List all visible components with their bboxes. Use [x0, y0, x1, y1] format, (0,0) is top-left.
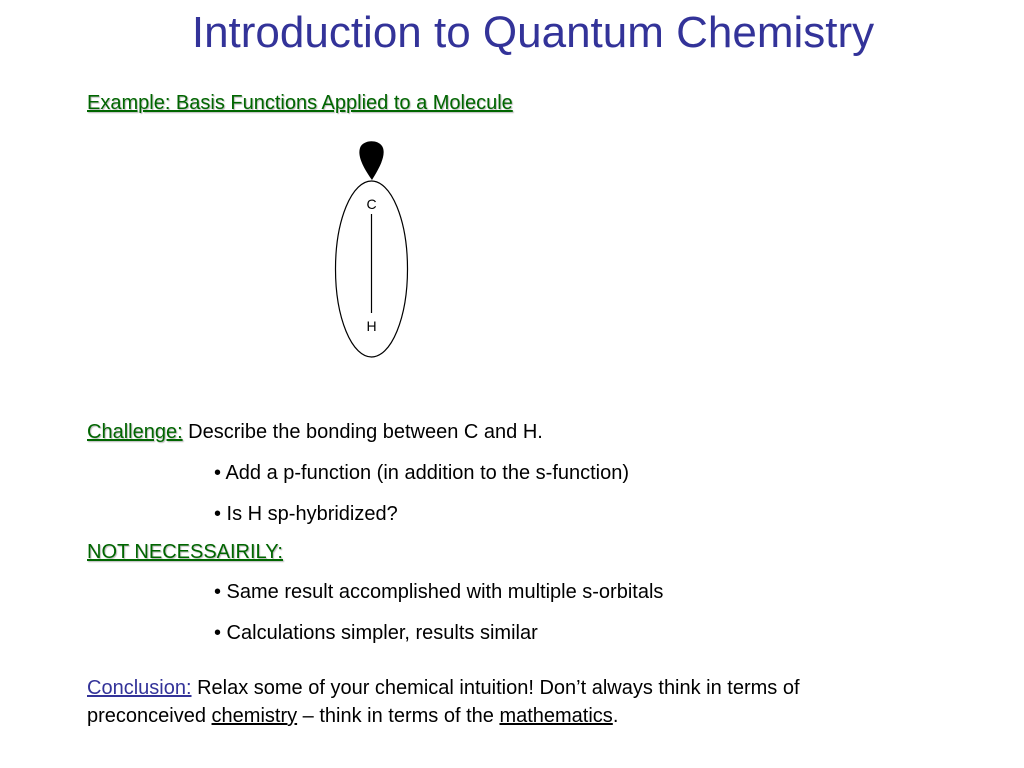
conclusion-text: preconceived — [87, 705, 212, 727]
mathematics-word: mathematics — [499, 705, 613, 727]
challenge-line — [87, 421, 543, 444]
challenge-label: Challenge: — [87, 421, 183, 443]
not-necessarily-label: NOT NECESSAIRILY: — [87, 541, 283, 563]
chemistry-word: chemistry — [211, 705, 298, 727]
conclusion-text: . — [612, 705, 619, 727]
carbon-atom-label: C — [366, 196, 377, 212]
challenge-bullet: • Is H sp-hybridized? — [214, 503, 398, 525]
not-necessarily-bullet: • Same result accomplished with multiple s-orbitals — [214, 581, 664, 603]
slide-subtitle: Example: Basis Functions Applied to a Molecule — [87, 92, 513, 114]
conclusion-text: – think in terms of the — [297, 705, 500, 727]
ch-orbital-diagram — [330, 135, 420, 365]
not-necessarily-line — [87, 541, 283, 564]
slide-title: Introduction to Quantum Chemistry — [191, 8, 875, 57]
conclusion-line-1 — [87, 677, 800, 700]
challenge-bullet: • Add a p-function (in addition to the s-function) — [214, 462, 630, 484]
challenge-text: Describe the bonding between C and H. — [182, 421, 543, 443]
conclusion-text: Relax some of your chemical intuition! Don’t always think in terms of — [191, 677, 800, 699]
conclusion-label: Conclusion: — [87, 677, 192, 699]
not-necessarily-bullet: • Calculations simpler, results similar — [214, 622, 538, 644]
hydrogen-atom-label: H — [366, 318, 377, 334]
conclusion-line-2 — [87, 705, 618, 728]
p-orbital-lobe — [359, 141, 383, 180]
